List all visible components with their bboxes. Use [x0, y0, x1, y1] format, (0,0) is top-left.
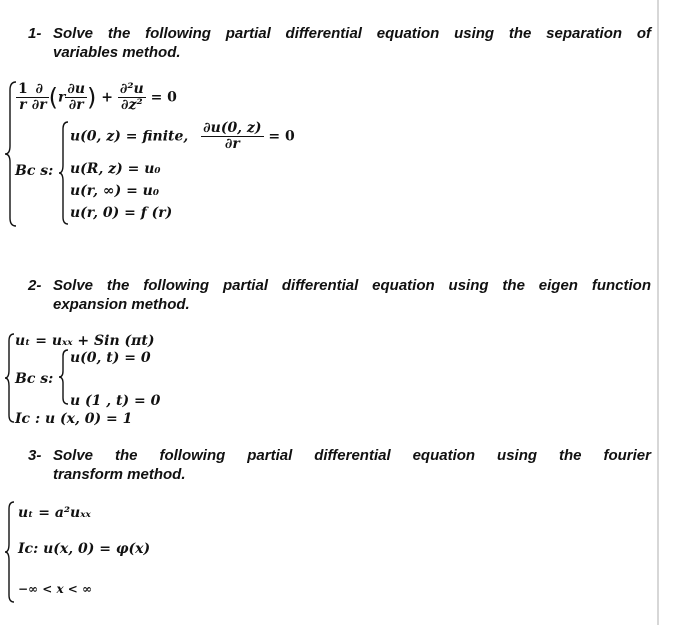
question-text-line2: expansion method.	[53, 296, 190, 313]
bcs-brace-q2	[58, 348, 70, 406]
question-text-line2: variables method.	[53, 44, 181, 61]
bc-1-q2: u(0, t) = 0	[70, 350, 151, 366]
question-text-line1: Solve the following partial differential equation using the eigen function	[53, 277, 651, 294]
pde-q1: $\frac{1}{r}$ $\frac{\partial}{\partial r}$ (r $\frac{\partial u}{\partial r}$ ) + $\frac{\text{∂²u}}{\text{∂z²}}$ = 0	[18, 81, 177, 113]
frac-d-dr: $\frac{\partial}{\partial r}$	[31, 81, 47, 113]
page-edge-line	[657, 0, 659, 625]
bc-4-q1: u(r, 0) = f (r)	[70, 205, 173, 221]
frac-du-dr: $\frac{\partial u}{\partial r}$	[67, 81, 86, 113]
domain-q3: −∞ < x < ∞	[18, 582, 93, 596]
question-2	[28, 276, 653, 316]
frac-1-over-r: $\frac{1}{r}$	[18, 81, 28, 113]
question-text-line1: Solve the following partial differential equation using the fourier	[53, 447, 651, 464]
ic-q3: Ic: u(x, 0) = φ(x)	[18, 541, 151, 557]
ic-q2: Ic : u (x, 0) = 1	[15, 411, 133, 427]
question-3	[28, 446, 653, 486]
question-number: 1-	[28, 25, 42, 42]
question-number: 3-	[28, 447, 42, 464]
bc-1-q1: u(0, z) = finite, $\frac{\partial u(0, z)}{\partial r}$ = 0	[70, 120, 295, 152]
frac-du0z-dr: $\frac{\partial u(0, z)}{\partial r}$	[203, 120, 262, 152]
pde-q2: uₜ = uₓₓ + Sin (πt)	[15, 333, 155, 349]
question-text-line1: Solve the following partial differential equation using the separation of	[53, 25, 651, 42]
question-number: 2-	[28, 277, 42, 294]
question-text-line2: transform method.	[53, 466, 186, 483]
bc-2-q2: u (1 , t) = 0	[70, 393, 161, 409]
frac-d2u-dz2: $\frac{\text{∂²u}}{\text{∂z²}}$	[119, 81, 144, 113]
bc-2-q1: u(R, z) = u₀	[70, 161, 161, 177]
pde-q3: uₜ = a²uₓₓ	[18, 505, 91, 521]
bc-3-q1: u(r, ∞) = u₀	[70, 183, 159, 199]
bcs-brace-q1	[58, 120, 70, 226]
outer-brace-q3	[4, 500, 16, 604]
question-1	[28, 24, 653, 64]
bcs-label-q2: Bc s:	[15, 371, 54, 387]
bcs-label-q1: Bc s:	[15, 163, 54, 179]
